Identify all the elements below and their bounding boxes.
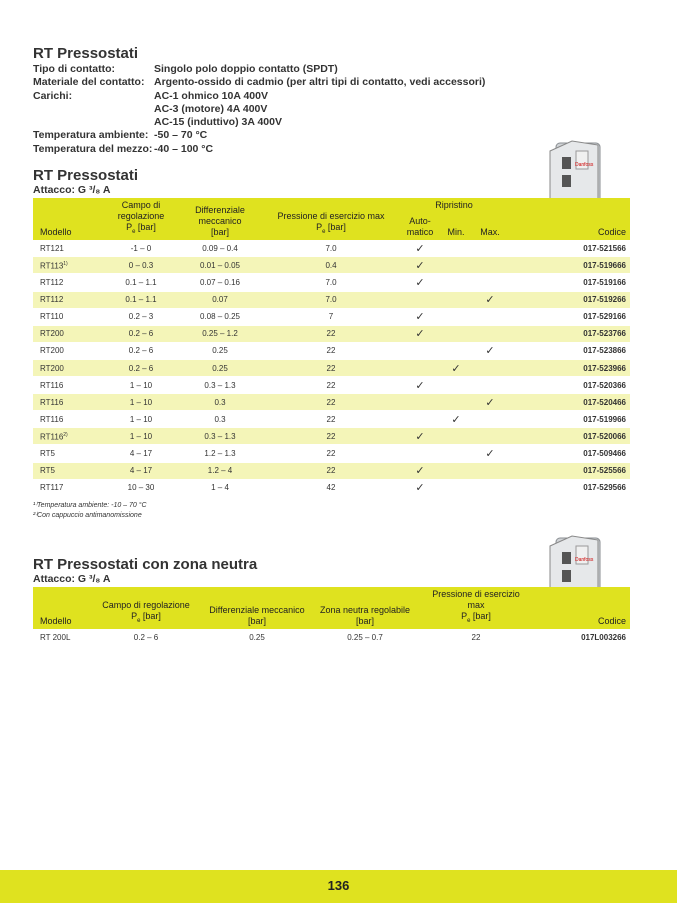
cell-auto: ✓ [401, 308, 439, 325]
table-row [33, 325, 630, 342]
header-modello: Modello [33, 587, 88, 629]
cell-model: RT116 [33, 411, 103, 428]
header-campo: Campo di regolazione $P_e$ [bar] [103, 198, 179, 240]
cell-min [439, 462, 473, 479]
table-row [33, 377, 630, 394]
cell-press: 22 [261, 428, 401, 445]
header-diff: Differenziale meccanico [bar] [204, 587, 310, 629]
cell-code: 017-519166 [507, 274, 630, 291]
cell-diff: 0.25 [179, 342, 261, 359]
cell-max [473, 308, 507, 325]
header-modello: Modello [33, 198, 103, 240]
header-campo: Campo di regolazione $P_e$ [bar] [88, 587, 204, 629]
cell-model: RT112 [33, 274, 103, 291]
cell-press: 22 [261, 359, 401, 376]
cell-campo: 0.2 – 6 [88, 629, 204, 646]
header-press: Pressione di esercizio max $P_e$ [bar] [420, 587, 532, 629]
spec-row [33, 116, 485, 129]
cell-min [439, 274, 473, 291]
cell-model: RT116 [33, 394, 103, 411]
cell-code: 017-520366 [507, 377, 630, 394]
table-row [33, 291, 630, 308]
cell-min [439, 240, 473, 257]
cell-press: 22 [420, 629, 532, 646]
cell-diff: 0.25 [204, 629, 310, 646]
cell-diff: 0.3 [179, 394, 261, 411]
cell-code: 017-519966 [507, 411, 630, 428]
cell-diff: 0.3 – 1.3 [179, 428, 261, 445]
spec-label: Materiale del contatto: [33, 76, 145, 89]
svg-text:Danfoss: Danfoss [575, 557, 594, 563]
table-row [33, 257, 630, 274]
header-diff: Differenziale meccanico [bar] [179, 198, 261, 240]
cell-diff: 1.2 – 4 [179, 462, 261, 479]
spec-label: Tipo di contatto: [33, 63, 116, 75]
table-row [33, 428, 630, 445]
cell-code: 017-529566 [507, 479, 630, 496]
spec-value: Argento-ossido di cadmio (per altri tipi di contatto, vedi accessori) [154, 76, 486, 89]
spec-row [33, 63, 485, 76]
cell-auto [401, 445, 439, 462]
page-number: 136 [327, 878, 350, 893]
cell-campo: 1 – 10 [103, 394, 179, 411]
cell-press: 22 [261, 342, 401, 359]
table-row [33, 308, 630, 325]
section1-title: RT Pressostati [33, 45, 139, 62]
spec-row [33, 76, 485, 89]
neutral-zone-table [33, 587, 630, 646]
header-ripristino: Ripristino [401, 198, 507, 213]
cell-press: 0.4 [261, 257, 401, 274]
section2-subtitle: Attacco: G ³/₈ A [33, 184, 111, 196]
spec-label: Temperatura ambiente: [33, 129, 149, 142]
section2-title: RT Pressostati [33, 167, 139, 184]
cell-auto: ✓ [401, 428, 439, 445]
cell-auto: ✓ [401, 257, 439, 274]
spec-row [33, 129, 485, 142]
cell-auto: ✓ [401, 240, 439, 257]
cell-campo: -1 – 0 [103, 240, 179, 257]
spec-value: -50 – 70 °C [154, 129, 208, 142]
cell-min [439, 394, 473, 411]
cell-campo: 0.1 – 1.1 [103, 291, 179, 308]
note-1: ¹⁾Temperatura ambiente: -10 – 70 °C [33, 502, 147, 509]
page-footer [0, 870, 677, 903]
cell-model: RT5 [33, 462, 103, 479]
cell-model: RT200 [33, 325, 103, 342]
cell-max [473, 428, 507, 445]
cell-diff: 0.3 [179, 411, 261, 428]
cell-code: 017L003266 [532, 629, 630, 646]
cell-diff: 0.09 – 0.4 [179, 240, 261, 257]
cell-model: RT112 [33, 291, 103, 308]
cell-diff: 0.01 – 0.05 [179, 257, 261, 274]
section3-title: RT Pressostati con zona neutra [33, 556, 258, 573]
table-row [33, 629, 630, 646]
cell-max [473, 359, 507, 376]
cell-campo: 1 – 10 [103, 377, 179, 394]
cell-min [439, 428, 473, 445]
cell-max [473, 479, 507, 496]
spec-value: AC-3 (motore) 4A 400V [154, 102, 268, 115]
cell-auto: ✓ [401, 479, 439, 496]
table-row [33, 359, 630, 376]
cell-code: 017-521566 [507, 240, 630, 257]
cell-diff: 0.07 – 0.16 [179, 274, 261, 291]
spec-value: AC-15 (induttivo) 3A 400V [154, 116, 282, 129]
header-codice: Codice [507, 198, 630, 240]
cell-campo: 1 – 10 [103, 428, 179, 445]
cell-diff: 1 – 4 [179, 479, 261, 496]
cell-max: ✓ [473, 342, 507, 359]
cell-auto [401, 411, 439, 428]
table-row [33, 479, 630, 496]
cell-min [439, 479, 473, 496]
cell-max [473, 377, 507, 394]
cell-max [473, 274, 507, 291]
header-zona: Zona neutra regolabile [bar] [310, 587, 420, 629]
spec-value: Singolo polo doppio contatto (SPDT) [154, 63, 338, 75]
cell-campo: 0.2 – 6 [103, 359, 179, 376]
cell-model: RT113$^{1)}$ [33, 257, 103, 274]
cell-max: ✓ [473, 445, 507, 462]
table-row [33, 274, 630, 291]
cell-min [439, 308, 473, 325]
cell-diff: 0.3 – 1.3 [179, 377, 261, 394]
cell-auto [401, 291, 439, 308]
cell-auto: ✓ [401, 377, 439, 394]
cell-diff: 0.25 – 1.2 [179, 325, 261, 342]
cell-auto [401, 359, 439, 376]
cell-max [473, 257, 507, 274]
cell-model: RT200 [33, 359, 103, 376]
spec-value: AC-1 ohmico 10A 400V [154, 89, 268, 102]
cell-min [439, 257, 473, 274]
spec-row [33, 143, 485, 156]
cell-model: RT110 [33, 308, 103, 325]
cell-auto: ✓ [401, 274, 439, 291]
cell-model: RT117 [33, 479, 103, 496]
cell-code: 017-520466 [507, 394, 630, 411]
cell-auto: ✓ [401, 325, 439, 342]
header-press: Pressione di esercizio max $P_e$ [bar] [261, 198, 401, 240]
spec-label: Carichi: [33, 89, 73, 102]
cell-max: ✓ [473, 394, 507, 411]
cell-press: 7 [261, 308, 401, 325]
svg-text:Danfoss: Danfoss [575, 162, 594, 168]
spec-value: -40 – 100 °C [154, 142, 214, 155]
spec-label: Temperatura del mezzo: [33, 142, 153, 155]
cell-diff: 0.25 [179, 359, 261, 376]
cell-model: RT200 [33, 342, 103, 359]
cell-auto: ✓ [401, 462, 439, 479]
cell-max [473, 411, 507, 428]
cell-max: ✓ [473, 291, 507, 308]
cell-max [473, 325, 507, 342]
table-row [33, 411, 630, 428]
cell-min: ✓ [439, 359, 473, 376]
cell-zona: 0.25 – 0.7 [310, 629, 420, 646]
cell-diff: 0.07 [179, 291, 261, 308]
table-row [33, 394, 630, 411]
cell-max [473, 240, 507, 257]
cell-campo: 0.2 – 3 [103, 308, 179, 325]
cell-min [439, 342, 473, 359]
cell-press: 42 [261, 479, 401, 496]
cell-code: 017-509466 [507, 445, 630, 462]
cell-campo: 0.1 – 1.1 [103, 274, 179, 291]
cell-press: 22 [261, 445, 401, 462]
note-2: ²⁾Con cappuccio antimanomissione [33, 512, 142, 519]
cell-code: 017-525566 [507, 462, 630, 479]
spec-row [33, 90, 485, 103]
cell-press: 22 [261, 411, 401, 428]
table-row [33, 342, 630, 359]
cell-press: 22 [261, 462, 401, 479]
cell-min [439, 377, 473, 394]
cell-code: 017-523866 [507, 342, 630, 359]
section3-subtitle: Attacco: G ³/₈ A [33, 573, 111, 585]
cell-code: 017-519266 [507, 291, 630, 308]
cell-code: 017-520066 [507, 428, 630, 445]
cell-press: 22 [261, 394, 401, 411]
cell-min [439, 445, 473, 462]
cell-code: 017-523966 [507, 359, 630, 376]
table-row [33, 445, 630, 462]
cell-model: RT116$^{2)}$ [33, 428, 103, 445]
cell-campo: 0.2 – 6 [103, 342, 179, 359]
cell-code: 017-519666 [507, 257, 630, 274]
cell-press: 7.0 [261, 274, 401, 291]
cell-code: 017-529166 [507, 308, 630, 325]
header-codice: Codice [532, 587, 630, 629]
cell-press: 22 [261, 325, 401, 342]
cell-press: 7.0 [261, 291, 401, 308]
cell-model: RT116 [33, 377, 103, 394]
cell-campo: 0 – 0.3 [103, 257, 179, 274]
cell-auto [401, 394, 439, 411]
spec-label [33, 103, 154, 116]
spec-list [33, 63, 485, 156]
table-row [33, 462, 630, 479]
cell-diff: 1.2 – 1.3 [179, 445, 261, 462]
cell-code: 017-523766 [507, 325, 630, 342]
header-auto: Auto- matico [401, 213, 439, 240]
cell-press: 22 [261, 377, 401, 394]
cell-min [439, 325, 473, 342]
table-notes [33, 501, 147, 521]
cell-model: RT5 [33, 445, 103, 462]
cell-model: RT 200L [33, 629, 88, 646]
cell-min: ✓ [439, 411, 473, 428]
table-row [33, 240, 630, 257]
cell-diff: 0.08 – 0.25 [179, 308, 261, 325]
header-min: Min. [439, 213, 473, 240]
cell-max [473, 462, 507, 479]
spec-label [33, 116, 154, 129]
cell-model: RT121 [33, 240, 103, 257]
cell-min [439, 291, 473, 308]
cell-auto [401, 342, 439, 359]
cell-campo: 0.2 – 6 [103, 325, 179, 342]
cell-campo: 1 – 10 [103, 411, 179, 428]
header-max: Max. [473, 213, 507, 240]
pressure-switch-table [33, 198, 630, 497]
spec-row [33, 103, 485, 116]
cell-campo: 4 – 17 [103, 462, 179, 479]
cell-campo: 10 – 30 [103, 479, 179, 496]
cell-campo: 4 – 17 [103, 445, 179, 462]
cell-press: 7.0 [261, 240, 401, 257]
